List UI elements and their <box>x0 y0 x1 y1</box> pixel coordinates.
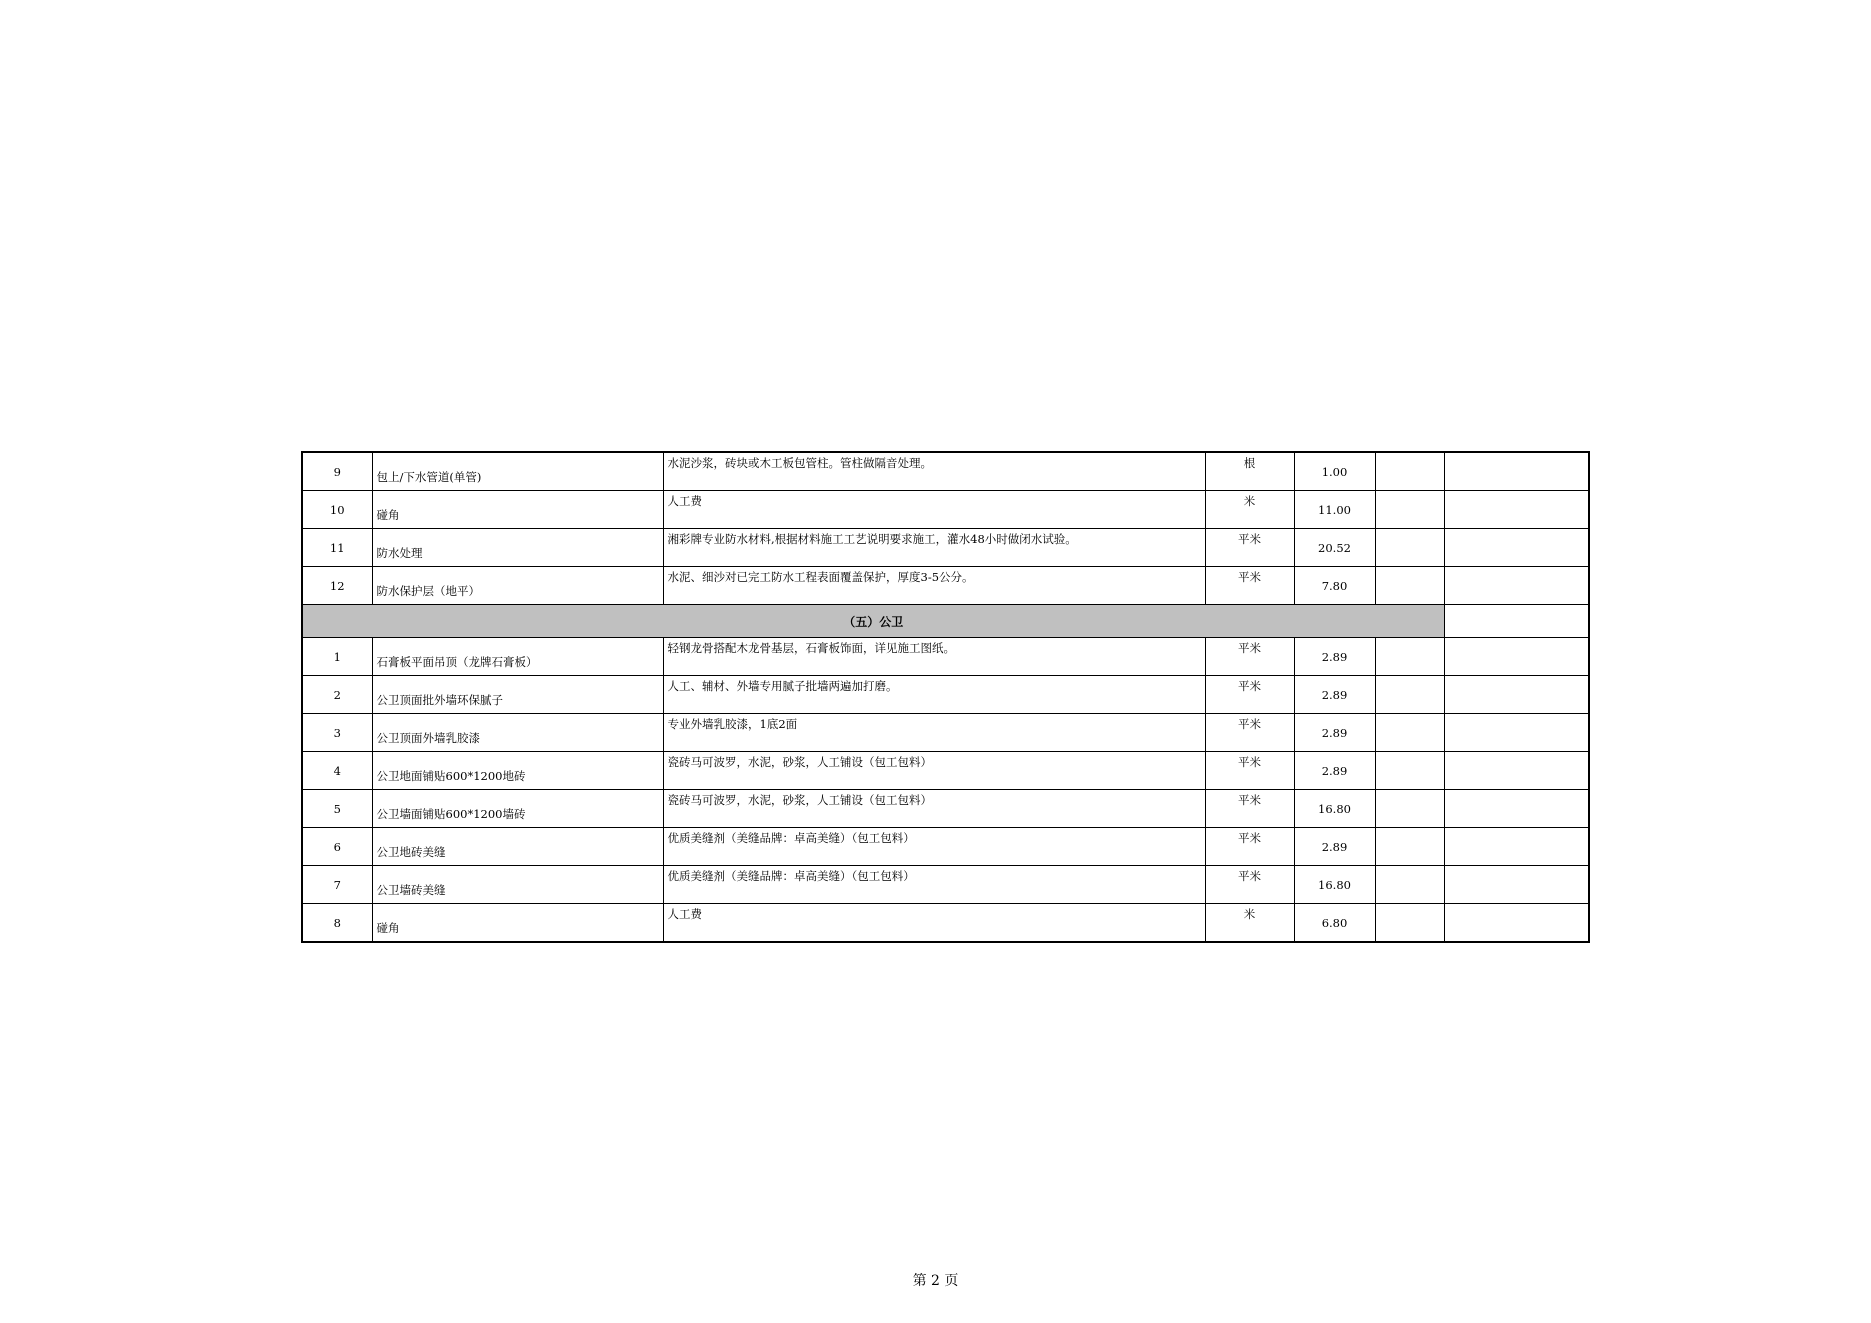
item-unit-price <box>1375 567 1444 605</box>
item-name: 公卫地面铺贴600*1200地砖 <box>372 752 663 790</box>
item-quantity: 16.80 <box>1294 866 1375 904</box>
item-name: 公卫墙砖美缝 <box>372 866 663 904</box>
item-description: 瓷砖马可波罗，水泥，砂浆，人工铺设（包工包料） <box>663 790 1205 828</box>
item-number: 6 <box>302 828 372 866</box>
item-remark <box>1444 866 1589 904</box>
item-name: 防水处理 <box>372 529 663 567</box>
item-unit-price <box>1375 638 1444 676</box>
item-number: 12 <box>302 567 372 605</box>
item-number: 4 <box>302 752 372 790</box>
item-number: 1 <box>302 638 372 676</box>
table-row <box>302 866 1589 904</box>
item-quantity: 2.89 <box>1294 676 1375 714</box>
item-unit: 平米 <box>1205 866 1294 904</box>
item-remark <box>1444 567 1589 605</box>
item-name: 防水保护层（地平） <box>372 567 663 605</box>
item-quantity: 11.00 <box>1294 491 1375 529</box>
section-header-row <box>302 605 1589 638</box>
table-row <box>302 790 1589 828</box>
item-number: 2 <box>302 676 372 714</box>
item-number: 11 <box>302 529 372 567</box>
item-unit: 平米 <box>1205 790 1294 828</box>
item-quantity: 16.80 <box>1294 790 1375 828</box>
table-row <box>302 904 1589 943</box>
item-unit: 平米 <box>1205 567 1294 605</box>
item-unit-price <box>1375 452 1444 491</box>
item-remark <box>1444 714 1589 752</box>
item-remark <box>1444 491 1589 529</box>
item-name: 公卫地砖美缝 <box>372 828 663 866</box>
item-remark <box>1444 828 1589 866</box>
item-quantity: 1.00 <box>1294 452 1375 491</box>
item-quantity: 2.89 <box>1294 638 1375 676</box>
item-remark <box>1444 676 1589 714</box>
table-row <box>302 638 1589 676</box>
item-quantity: 7.80 <box>1294 567 1375 605</box>
item-name: 公卫顶面批外墙环保腻子 <box>372 676 663 714</box>
item-unit: 米 <box>1205 491 1294 529</box>
table-row <box>302 567 1589 605</box>
item-number: 7 <box>302 866 372 904</box>
item-unit: 平米 <box>1205 529 1294 567</box>
item-unit-price <box>1375 752 1444 790</box>
table-row <box>302 828 1589 866</box>
item-description: 水泥、细沙对已完工防水工程表面覆盖保护，厚度3-5公分。 <box>663 567 1205 605</box>
item-quantity: 2.89 <box>1294 828 1375 866</box>
item-unit: 根 <box>1205 452 1294 491</box>
item-description: 湘彩牌专业防水材料,根据材料施工工艺说明要求施工，灌水48小时做闭水试验。 <box>663 529 1205 567</box>
item-name: 石膏板平面吊顶（龙牌石膏板） <box>372 638 663 676</box>
table-row <box>302 529 1589 567</box>
table-row <box>302 491 1589 529</box>
item-unit-price <box>1375 529 1444 567</box>
item-unit-price <box>1375 828 1444 866</box>
item-unit: 平米 <box>1205 638 1294 676</box>
item-unit-price <box>1375 676 1444 714</box>
item-number: 5 <box>302 790 372 828</box>
item-unit-price <box>1375 714 1444 752</box>
item-description: 优质美缝剂（美缝品牌：卓高美缝）（包工包料） <box>663 866 1205 904</box>
item-name: 碰角 <box>372 491 663 529</box>
quotation-table-body <box>302 452 1589 942</box>
item-description: 优质美缝剂（美缝品牌：卓高美缝）（包工包料） <box>663 828 1205 866</box>
item-description: 人工费 <box>663 491 1205 529</box>
item-description: 瓷砖马可波罗，水泥，砂浆，人工铺设（包工包料） <box>663 752 1205 790</box>
item-unit: 米 <box>1205 904 1294 943</box>
table-row <box>302 676 1589 714</box>
item-number: 10 <box>302 491 372 529</box>
table-row <box>302 752 1589 790</box>
item-description: 轻钢龙骨搭配木龙骨基层，石膏板饰面，详见施工图纸。 <box>663 638 1205 676</box>
item-number: 8 <box>302 904 372 943</box>
item-quantity: 2.89 <box>1294 714 1375 752</box>
item-remark <box>1444 452 1589 491</box>
item-unit-price <box>1375 866 1444 904</box>
item-unit: 平米 <box>1205 714 1294 752</box>
item-unit-price <box>1375 904 1444 943</box>
item-description: 人工、辅材、外墙专用腻子批墙两遍加打磨。 <box>663 676 1205 714</box>
item-number: 3 <box>302 714 372 752</box>
item-remark <box>1444 790 1589 828</box>
item-quantity: 6.80 <box>1294 904 1375 943</box>
section-remark-cell <box>1444 605 1589 638</box>
page-number: 第 2 页 <box>912 1273 959 1289</box>
item-name: 公卫墙面铺贴600*1200墙砖 <box>372 790 663 828</box>
quotation-table <box>301 451 1590 943</box>
item-unit: 平米 <box>1205 752 1294 790</box>
item-description: 人工费 <box>663 904 1205 943</box>
item-name: 包上/下水管道(单管) <box>372 452 663 491</box>
item-name: 公卫顶面外墙乳胶漆 <box>372 714 663 752</box>
item-remark <box>1444 752 1589 790</box>
item-remark <box>1444 904 1589 943</box>
item-unit: 平米 <box>1205 676 1294 714</box>
table-row <box>302 714 1589 752</box>
item-quantity: 20.52 <box>1294 529 1375 567</box>
item-name: 碰角 <box>372 904 663 943</box>
item-unit: 平米 <box>1205 828 1294 866</box>
item-remark <box>1444 529 1589 567</box>
item-remark <box>1444 638 1589 676</box>
item-description: 水泥沙浆，砖块或木工板包管柱。管柱做隔音处理。 <box>663 452 1205 491</box>
table-row <box>302 452 1589 491</box>
item-quantity: 2.89 <box>1294 752 1375 790</box>
section-title: （五）公卫 <box>302 605 1444 638</box>
item-description: 专业外墙乳胶漆，1底2面 <box>663 714 1205 752</box>
item-number: 9 <box>302 452 372 491</box>
item-unit-price <box>1375 790 1444 828</box>
item-unit-price <box>1375 491 1444 529</box>
